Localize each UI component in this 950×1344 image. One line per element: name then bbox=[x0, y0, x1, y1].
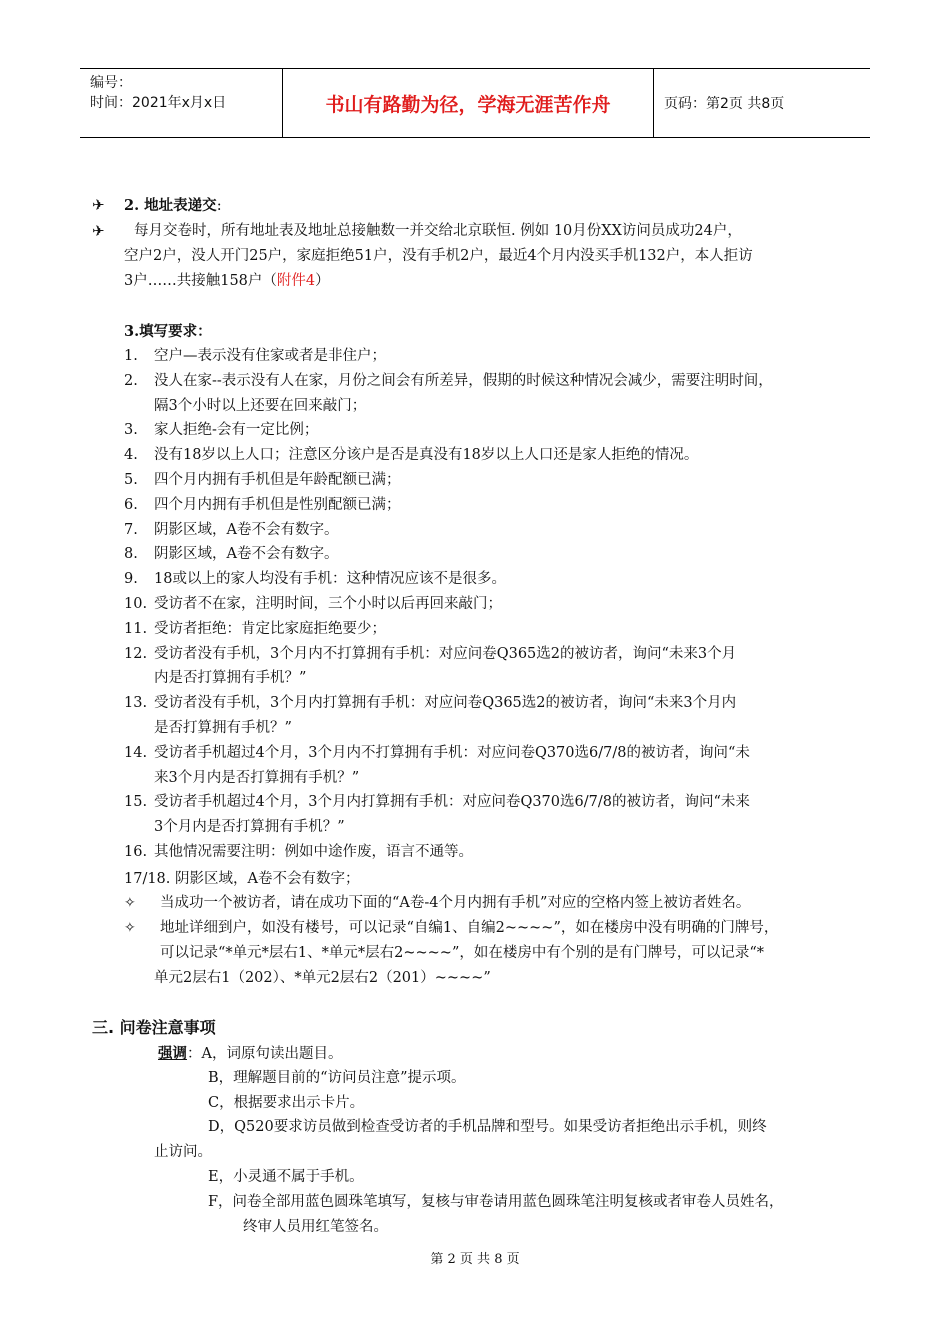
list-item: 没人在家--表示没有人在家，月份之间会有所差异，假期的时候这种情况会减少，需要注明时间， bbox=[154, 372, 773, 389]
list-item: 隔3个小时以上还要在回来敲门； bbox=[154, 397, 367, 414]
emphasis-item: F，问卷全部用蓝色圆珠笔填写，复核与审卷请用蓝色圆珠笔注明复核或者审卷人员姓名， bbox=[208, 1194, 784, 1210]
note-line: 单元2层右1（202）、*单元2层右2（201）~~~~” bbox=[154, 970, 491, 986]
emphasis-item: 止访问。 bbox=[154, 1144, 212, 1160]
list-item-number: 1. bbox=[124, 348, 138, 364]
page-footer: 第 2 页 共 8 页 bbox=[430, 1252, 520, 1267]
list-item: 受访者手机超过4个月，3个月内不打算拥有手机：对应问卷Q370选6/7/8的被访者，询问“未 bbox=[154, 744, 750, 761]
paragraph-line: 3户……共接触158户（附件4） bbox=[124, 273, 330, 289]
list-item-number: 4. bbox=[124, 447, 138, 464]
emphasis-line: 强调：A，词原句读出题目。 bbox=[158, 1045, 343, 1062]
attachment-ref: 附件4 bbox=[276, 273, 316, 289]
section-three-title: 三. 问卷注意事项 bbox=[92, 1018, 216, 1037]
page-header bbox=[80, 68, 870, 138]
list-item: 来3个月内是否打算拥有手机？” bbox=[154, 769, 360, 786]
plane-bullet-icon: ✈ bbox=[92, 196, 105, 214]
header-meta bbox=[80, 69, 283, 137]
list-item-number: 7. bbox=[124, 521, 138, 538]
list-item-number: 5. bbox=[124, 472, 138, 488]
list-item: 阴影区域，A卷不会有数字。 bbox=[154, 546, 339, 563]
list-item-number: 2. bbox=[124, 372, 138, 389]
emphasis-item: D，Q520要求访员做到检查受访者的手机品牌和型号。如果受访者拒绝出示手机，则终 bbox=[208, 1119, 767, 1135]
list-item: 四个月内拥有手机但是年龄配额已满； bbox=[154, 472, 401, 488]
list-item: 阴影区域，A卷不会有数字。 bbox=[154, 521, 339, 538]
item-17-18: 17/18. 阴影区域，A卷不会有数字； bbox=[124, 871, 360, 887]
list-item: 受访者拒绝：肯定比家庭拒绝要少； bbox=[154, 620, 386, 637]
list-item: 没有18岁以上人口；注意区分该户是否是真没有18岁以上人口还是家人拒绝的情况。 bbox=[154, 447, 699, 464]
list-item: 受访者手机超过4个月，3个月内打算拥有手机：对应问卷Q370选6/7/8的被访者，询问“未来 bbox=[154, 794, 750, 811]
paragraph-line: 空户2户，没人开门25户，家庭拒绝51户，没有手机2户，最近4个月内没买手机132户，本人拒访 bbox=[124, 248, 753, 264]
list-item-number: 12. bbox=[124, 645, 148, 662]
paragraph-line: 每月交卷时，所有地址表及地址总接触数一并交给北京联恒. 例如 10月份XX访问员成功24户， bbox=[134, 223, 742, 239]
list-item: 内是否打算拥有手机？” bbox=[154, 670, 307, 687]
list-item-number: 13. bbox=[124, 695, 148, 712]
list-item-number: 3. bbox=[124, 422, 138, 439]
emphasis-item: B，理解题目前的“访问员注意”提示项。 bbox=[208, 1070, 466, 1086]
header-page: 页码：第2页 共8页 bbox=[664, 96, 785, 112]
list-item: 3个月内是否打算拥有手机？” bbox=[154, 819, 345, 836]
emphasis-item: 终审人员用红笔签名。 bbox=[243, 1219, 388, 1235]
list-item-number: 16. bbox=[124, 844, 148, 860]
list-item-number: 8. bbox=[124, 546, 138, 563]
list-item: 空户—表示没有住家或者是非住户； bbox=[154, 348, 386, 364]
list-item: 受访者没有手机，3个月内打算拥有手机：对应问卷Q365选2的被访者，询问“未来3个月内 bbox=[154, 695, 737, 712]
list-item: 家人拒绝-会有一定比例； bbox=[154, 422, 319, 439]
list-item: 是否打算拥有手机？” bbox=[154, 720, 292, 736]
list-item-number: 14. bbox=[124, 744, 148, 761]
list-item-number: 6. bbox=[124, 496, 138, 513]
header-motto: 书山有路勤为径，学海无涯苦作舟 bbox=[283, 69, 654, 137]
note-line: 当成功一个被访者，请在成功下面的“A卷-4个月内拥有手机”对应的空格内签上被访者姓名。 bbox=[160, 895, 751, 911]
list-item: 四个月内拥有手机但是性别配额已满； bbox=[154, 496, 401, 513]
list-item-number: 15. bbox=[124, 794, 148, 811]
list-item: 18或以上的家人均没有手机：这种情况应该不是很多。 bbox=[154, 571, 506, 588]
emphasis-label: 强调 bbox=[158, 1045, 187, 1062]
section3-title: 3.填写要求： bbox=[124, 323, 212, 340]
note-line: 可以记录“*单元*层右1、*单元*层右2~~~~”，如在楼房中有个别的是有门牌号，可以记录“* bbox=[160, 945, 765, 961]
list-item: 受访者没有手机，3个月内不打算拥有手机：对应问卷Q365选2的被访者，询问“未来3个月 bbox=[154, 645, 737, 662]
plane-bullet-icon: ✈ bbox=[92, 222, 105, 240]
list-item: 受访者不在家，注明时间，三个小时以后再回来敲门； bbox=[154, 596, 502, 612]
list-item-number: 10. bbox=[124, 596, 148, 612]
emphasis-item: E，小灵通不属于手机。 bbox=[208, 1169, 364, 1185]
header-time: 时间：2021年x月x日 bbox=[90, 95, 227, 111]
note-line: 地址详细到户，如没有楼号，可以记录“自编1、自编2~~~~”，如在楼房中没有明确的门牌号， bbox=[160, 920, 779, 936]
diamond-bullet-icon: ✧ bbox=[124, 895, 136, 911]
list-item-number: 11. bbox=[124, 620, 148, 637]
diamond-bullet-icon: ✧ bbox=[124, 920, 136, 936]
list-item-number: 9. bbox=[124, 571, 138, 588]
address-submit-heading: 2. 地址表递交: bbox=[124, 197, 222, 214]
emphasis-item: C，根据要求出示卡片。 bbox=[208, 1095, 365, 1111]
header-number: 编号： bbox=[90, 75, 132, 91]
list-item: 其他情况需要注明：例如中途作废，语言不通等。 bbox=[154, 844, 473, 860]
